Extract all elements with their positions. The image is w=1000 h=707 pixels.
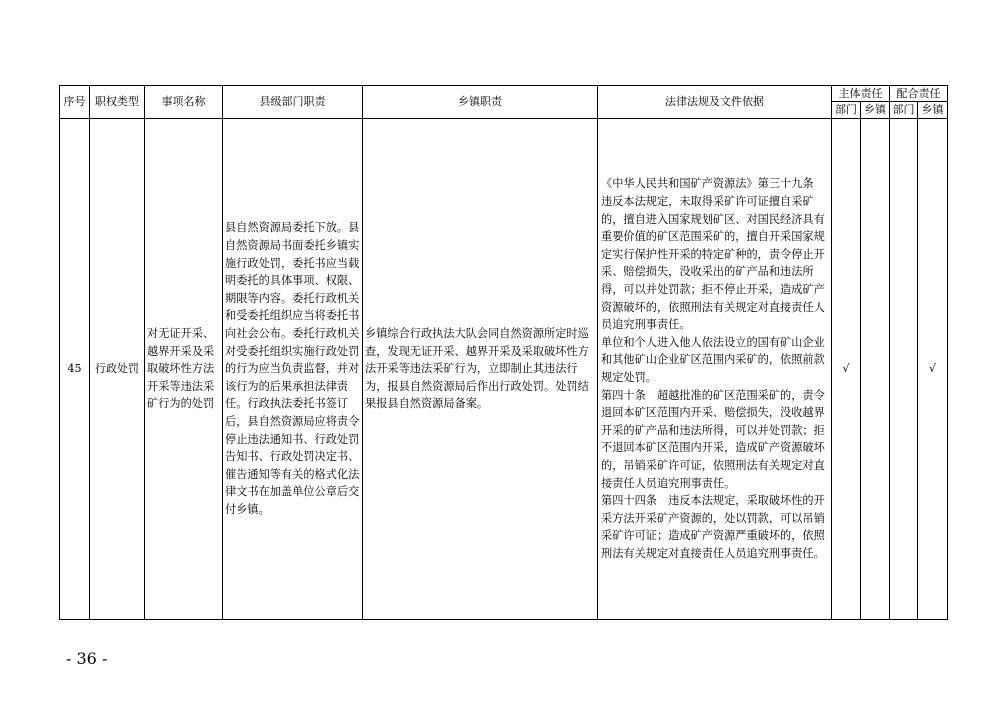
row-name [145, 119, 223, 620]
header-coop-dept: 部门 [890, 102, 918, 119]
header-main-town: 乡镇 [861, 102, 890, 119]
law-paragraph: 单位和个人进入他人依法设立的国有矿山企业和其他矿山企业矿区范围内采矿的，依照前款规定处罚。 [601, 335, 825, 384]
row-town [363, 119, 598, 620]
check-coop-town: √ [918, 119, 948, 620]
row-name-text: 对无证开采、越界开采及采取破坏性方法开采等违法采矿行为的处罚 [147, 327, 215, 411]
header-main-dept: 部门 [832, 102, 861, 119]
header-name: 事项名称 [145, 86, 223, 119]
header-law: 法律法规及文件依据 [598, 86, 832, 119]
header-type: 职权类型 [90, 86, 145, 119]
law-paragraph: 《中华人民共和国矿产资源法》第三十九条 违反本法规定，未取得采矿许可证擅自采矿的，擅自进入国家规划矿区、对国民经济具有重要价值的矿区范围采矿的，擅自开采国家规定实行保护性开采的特定矿种的，责令停止开采、赔偿损失，没收采出的矿产品和违法所得，可以并处罚款；拒不停止开采，造成矿产资源破坏的，依照刑法有关规定对直接责任人员追究刑事责任。 [601, 177, 825, 332]
page-number: - 36 - [66, 649, 108, 668]
header-coop-resp: 配合责任 [890, 86, 948, 102]
row-county [223, 119, 363, 620]
law-paragraph: 第四十四条 违反本法规定，采取破坏性的开采方法开采矿产资源的，处以罚款，可以吊销采矿许可证；造成矿产资源严重破坏的，依照刑法有关规定对直接责任人员追究刑事责任。 [601, 494, 825, 560]
header-county: 县级部门职责 [223, 86, 363, 119]
header-coop-town: 乡镇 [918, 102, 948, 119]
header-main-resp: 主体责任 [832, 86, 890, 102]
header-seq: 序号 [60, 86, 90, 119]
row-county-text: 县自然资源局委托下放。县自然资源局书面委托乡镇实施行政处罚，委托书应当载明委托的具体事项、权限、期限等内容。委托行政机关和受委托组织应当将委托书向社会公布。委托行政机关对受委托组织实施行政处罚的行为应当负责监督，并对该行为的后果承担法律责任。行政执法委托书签订后，县自然资源局应将责令停止违法通知书、行政处罚告知书、行政处罚决定书、催告通知等有关的格式化法律文书在加盖单位公章后交付乡镇。 [225, 221, 360, 516]
check-main-dept: √ [832, 119, 861, 620]
row-seq: 45 [60, 119, 90, 620]
row-type: 行政处罚 [90, 119, 145, 620]
check-coop-dept [890, 119, 918, 620]
table-row [60, 119, 948, 620]
row-town-text: 乡镇综合行政执法大队会同自然资源所定时巡查，发现无证开采、越界开采及采取破坏性方法开采等违法采矿行为，立即制止其违法行为，报县自然资源局后作出行政处罚。处罚结果报县自然资源局备案。 [365, 327, 589, 411]
responsibility-table [59, 85, 948, 620]
law-paragraph: 第四十条 超越批准的矿区范围采矿的，责令退回本矿区范围内开采、赔偿损失，没收越界开采的矿产品和违法所得，可以并处罚款；拒不退回本矿区范围内开采，造成矿产资源破坏的，吊销采矿许可证，依照刑法有关规定对直接责任人员追究刑事责任。 [601, 388, 825, 490]
check-main-town [861, 119, 890, 620]
row-law [598, 119, 832, 620]
header-town: 乡镇职责 [363, 86, 598, 119]
